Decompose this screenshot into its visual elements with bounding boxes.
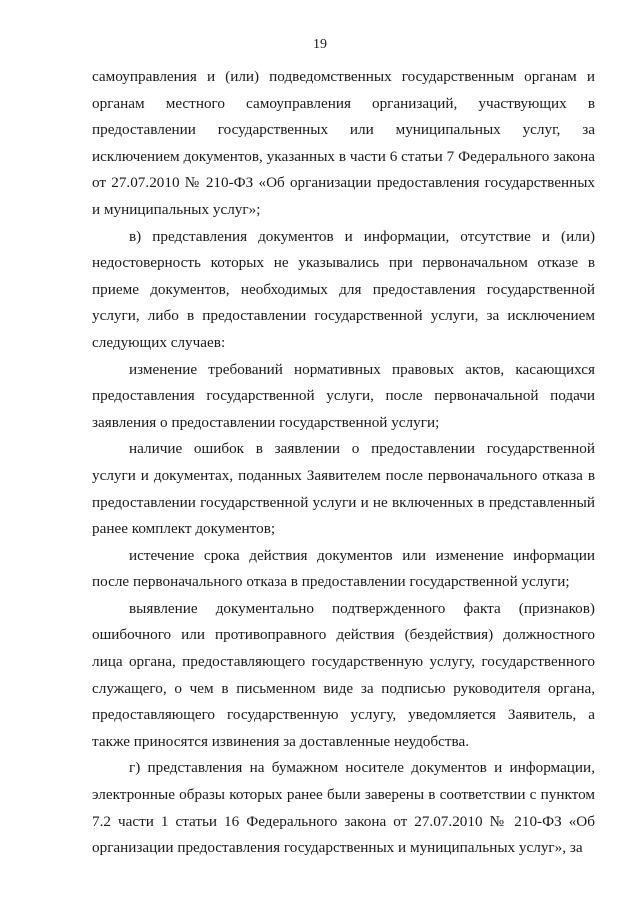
paragraph-item-g: г) представления на бумажном носителе документов и информации, электронные образы которых ранее были заверены в соответствии с пунктом 7.2 части 1 статьи 16 Федерального закона от 27.07.2010 № 210-ФЗ «Об организации предоставления государственных и муниципальных услуг», за [92, 759, 595, 857]
paragraph-case-expiry: истечение срока действия документов или изменение информации после первоначального отказа в предоставлении государственной услуги; [92, 546, 595, 591]
paragraph-item-v: в) представления документов и информации, отсутствие и (или) недостоверность которых не указывались при первоначальном отказе в приеме документов, необходимых для предоставления государственной услуги, либо в предоставлении государственной услуги, за исключением следующих случаев: [92, 227, 595, 351]
page-number: 19 [313, 37, 327, 52]
paragraph-case-errors: наличие ошибок в заявлении о предоставлении государственной услуги и документах, поданных Заявителем после первоначального отказа в предоставлении государственной услуги и не включенных в представленный ранее комплект документов; [92, 440, 595, 538]
paragraph-case-requirements-change: изменение требований нормативных правовых актов, касающихся предоставления государственной услуги, после первоначальной подачи заявления о предоставлении государственной услуги; [92, 360, 595, 431]
paragraph-case-violation: выявление документально подтвержденного факта (признаков) ошибочного или противоправного действия (бездействия) должностного лица органа, предоставляющего государственную услугу, государственного служащего, о чем в письменном виде за подписью руководителя органа, предоставляющего государственную услугу, уведомляется Заявитель, а также приносятся извинения за доставленные неудобства. [92, 599, 595, 750]
document-body [92, 64, 595, 862]
paragraph-continuation: самоуправления и (или) подведомственных государственным органам и органам местного самоуправления организаций, участвующих в предоставлении государственных или муниципальных услуг, за исключением документов, указанных в части 6 статьи 7 Федерального закона от 27.07.2010 № 210-ФЗ «Об организации предоставления государственных и муниципальных услуг»; [92, 68, 595, 218]
